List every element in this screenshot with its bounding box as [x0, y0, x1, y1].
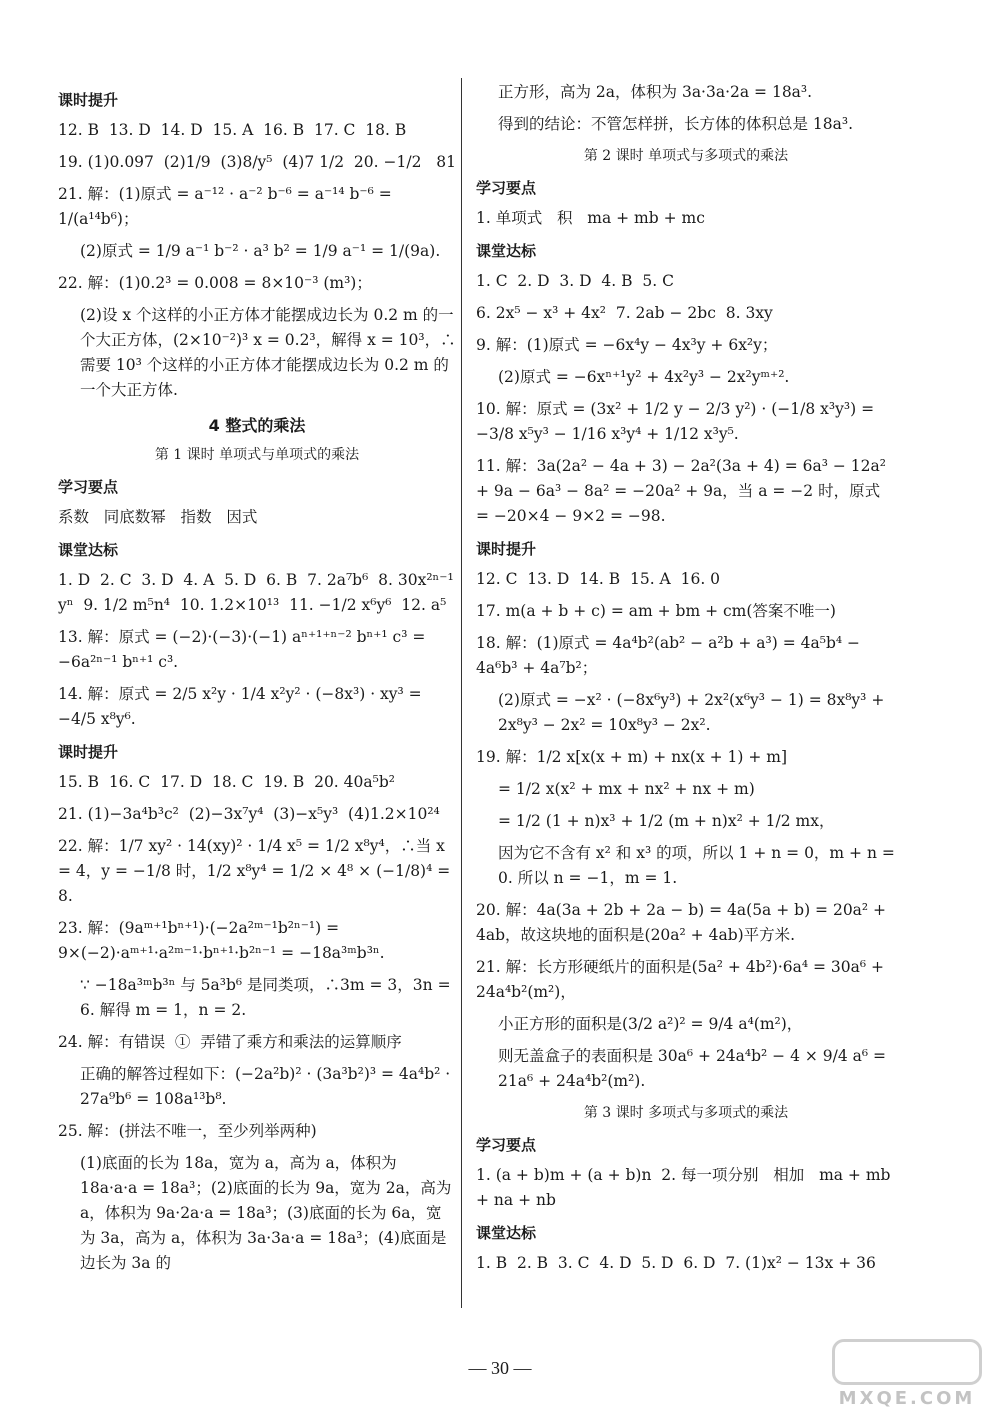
watermark-site: MXQE.COM: [838, 1388, 976, 1409]
text-line: 得到的结论：不管怎样拼，长方体的体积总是 18a³.: [498, 115, 854, 133]
text-line: 21. 解：(1)原式 = a⁻¹² · a⁻² b⁻⁶ = a⁻¹⁴ b⁻⁶ = 1/(a¹⁴b⁶)；: [58, 185, 397, 228]
section-heading: 课时提升: [58, 91, 119, 109]
text-line: 1. (a + b)m + (a + b)n 2. 每一项分别 相加 ma + mb + na + nb: [476, 1166, 896, 1209]
text-line: (2)设 x 个这样的小正方体才能摆成边长为 0.2 m 的一个大正方体，(2×10⁻²)³ x = 0.2³，解得 x = 10³，∴需要 10³ 个这样的小正方体才能摆成边长为 0.2 m 的一个大正方体.: [80, 306, 456, 399]
text-line: 24. 解：有错误 ① 弄错了乘方和乘法的运算顺序: [58, 1033, 402, 1051]
text-line: 13. 解：原式 = (−2)·(−3)·(−1) aⁿ⁺¹⁺ⁿ⁻² bⁿ⁺¹ c³ = −6a²ⁿ⁻¹ bⁿ⁺¹ c³.: [58, 628, 431, 671]
text-line: 19. (1)0.097 (2)1/9 (3)8/y⁵ (4)7 1/2 20. −1/2 81: [58, 153, 456, 171]
text-line: 1. C 2. D 3. D 4. B 5. C: [476, 272, 674, 290]
text-line: 22. 解：(1)0.2³ = 0.008 = 8×10⁻³ (m³)；: [58, 274, 372, 292]
section-heading: 学习要点: [476, 1136, 537, 1154]
lesson-title: 第 2 课时 单项式与多项式的乘法: [583, 148, 789, 164]
section-heading: 课堂达标: [58, 541, 119, 559]
watermark-logo: [832, 1339, 982, 1409]
section-heading: 课时提升: [58, 743, 119, 761]
text-line: 小正方形的面积是(3/2 a²)² = 9/4 a⁴(m²)，: [498, 1015, 803, 1033]
text-line: 18. 解：(1)原式 = 4a⁴b²(ab² − a²b + a³) = 4a⁵b⁴ − 4a⁶b³ + 4a⁷b²；: [476, 634, 865, 677]
text-line: 1. 单项式 积 ma + mb + mc: [476, 209, 705, 227]
text-line: 1. D 2. C 3. D 4. A 5. D 6. B 7. 2a⁷b⁶ 8. 30x²ⁿ⁻¹ yⁿ 9. 1/2 m⁵n⁴ 10. 1.2×10¹³ 11. −1/2 x⁶y⁶ 12. a⁵: [58, 571, 459, 614]
text-line: 21. (1)−3a⁴b³c² (2)−3x⁷y⁴ (3)−x⁵y³ (4)1.2×10²⁴: [58, 805, 440, 823]
section-heading: 课堂达标: [476, 1224, 537, 1242]
page-number: — 30 —: [468, 1358, 532, 1378]
text-line: 系数 同底数幂 指数 因式: [58, 508, 258, 526]
lesson-title: 第 3 课时 多项式与多项式的乘法: [583, 1105, 789, 1121]
page-number-value: 30: [491, 1358, 509, 1378]
text-line: 1. B 2. B 3. C 4. D 5. D 6. D 7. (1)x² − 13x + 36: [476, 1254, 876, 1272]
text-line: 则无盖盒子的表面积是 30a⁶ + 24a⁴b² − 4 × 9/4 a⁶ = 21a⁶ + 24a⁴b²(m²).: [498, 1047, 891, 1090]
text-line: 12. C 13. D 14. B 15. A 16. 0: [476, 570, 721, 588]
text-line: 9. 解：(1)原式 = −6x⁴y − 4x³y + 6x²y；: [476, 336, 778, 354]
text-line: 正确的解答过程如下：(−2a²b)² · (3a³b²)³ = 4a⁴b² · 27a⁹b⁶ = 108a¹³b⁸.: [80, 1065, 456, 1108]
text-line: 19. 解：1/2 x[x(x + m) + nx(x + 1) + m]: [476, 748, 788, 766]
section-heading: 学习要点: [476, 179, 537, 197]
text-line: 20. 解：4a(3a + 2b + 2a − b) = 4a(5a + b) = 20a² + 4ab，故这块地的面积是(20a² + 4ab)平方米.: [476, 901, 891, 944]
text-line: 17. m(a + b + c) = am + bm + cm(答案不唯一): [476, 602, 836, 620]
text-line: 因为它不含有 x² 和 x³ 的项，所以 1 + n = 0，m + n = 0. 所以 n = −1，m = 1.: [498, 844, 900, 887]
text-line: 6. 2x⁵ − x³ + 4x² 7. 2ab − 2bc 8. 3xy: [476, 304, 773, 322]
lesson-title: 第 1 课时 单项式与单项式的乘法: [154, 447, 360, 463]
right-column: [476, 80, 900, 1283]
text-line: (2)原式 = −6xⁿ⁺¹y² + 4x²y³ − 2x²yᵐ⁺².: [498, 368, 790, 386]
watermark-badge-icon: [832, 1339, 982, 1385]
left-column: [58, 80, 459, 1283]
text-line: 22. 解：1/7 xy² · 14(xy)² · 1/4 x⁵ = 1/2 x⁸y⁴，∴当 x = 4，y = −1/8 时，1/2 x⁸y⁴ = 1/2 × 4⁸ × (−1/8)⁴ = 8.: [58, 837, 456, 905]
text-line: 14. 解：原式 = 2/5 x²y · 1/4 x²y² · (−8x³) · xy³ = −4/5 x⁸y⁶.: [58, 685, 427, 728]
text-line: ∵ −18a³ᵐb³ⁿ 与 5a³b⁶ 是同类项，∴3m = 3，3n = 6. 解得 m = 1，n = 2.: [80, 976, 456, 1019]
chapter-title: 4 整式的乘法: [208, 416, 306, 435]
text-line: 正方形，高为 2a，体积为 3a·3a·2a = 18a³.: [498, 83, 813, 101]
section-heading: 课堂达标: [476, 242, 537, 260]
text-line: 12. B 13. D 14. D 15. A 16. B 17. C 18. B: [58, 121, 407, 139]
text-line: 15. B 16. C 17. D 18. C 19. B 20. 40a⁵b²: [58, 773, 395, 791]
text-line: 10. 解：原式 = (3x² + 1/2 y − 2/3 y²) · (−1/8 x³y³) = −3/8 x⁵y³ − 1/16 x³y⁴ + 1/12 x³y⁵.: [476, 400, 879, 443]
column-divider: [461, 78, 462, 1308]
text-line: 23. 解：(9aᵐ⁺¹bⁿ⁺¹)·(−2a²ᵐ⁻¹b²ⁿ⁻¹) = 9×(−2)·aᵐ⁺¹·a²ᵐ⁻¹·bⁿ⁺¹·b²ⁿ⁻¹ = −18a³ᵐb³ⁿ.: [58, 919, 385, 962]
text-line: = 1/2 x(x² + mx + nx² + nx + m): [498, 780, 755, 798]
section-heading: 学习要点: [58, 478, 119, 496]
text-line: 25. 解：(拼法不唯一，至少列举两种): [58, 1122, 317, 1140]
text-line: (1)底面的长为 18a，宽为 a，高为 a，体积为 18a·a·a = 18a³；(2)底面的长为 9a，宽为 2a，高为 a，体积为 9a·2a·a = 18a³；(3)底面的长为 6a，宽为 3a，高为 a，体积为 3a·3a·a = 18a³；(4)底面是边长为 3a 的: [80, 1154, 457, 1272]
text-line: = 1/2 (1 + n)x³ + 1/2 (m + n)x² + 1/2 mx，: [498, 812, 835, 830]
text-line: (2)原式 = 1/9 a⁻¹ b⁻² · a³ b² = 1/9 a⁻¹ = 1/(9a).: [80, 242, 441, 260]
text-line: 21. 解：长方形硬纸片的面积是(5a² + 4b²)·6a⁴ = 30a⁶ + 24a⁴b²(m²)，: [476, 958, 889, 1001]
text-line: 11. 解：3a(2a² − 4a + 3) − 2a²(3a + 4) = 6a³ − 12a² + 9a − 6a³ − 8a² = −20a² + 9a，当 a = −2 时，原式 = −20×4 − 9×2 = −98.: [476, 457, 891, 525]
section-heading: 课时提升: [476, 540, 537, 558]
text-line: (2)原式 = −x² · (−8x⁶y³) + 2x²(x⁶y³ − 1) = 8x⁸y³ + 2x⁸y³ − 2x² = 10x⁸y³ − 2x².: [498, 691, 890, 734]
